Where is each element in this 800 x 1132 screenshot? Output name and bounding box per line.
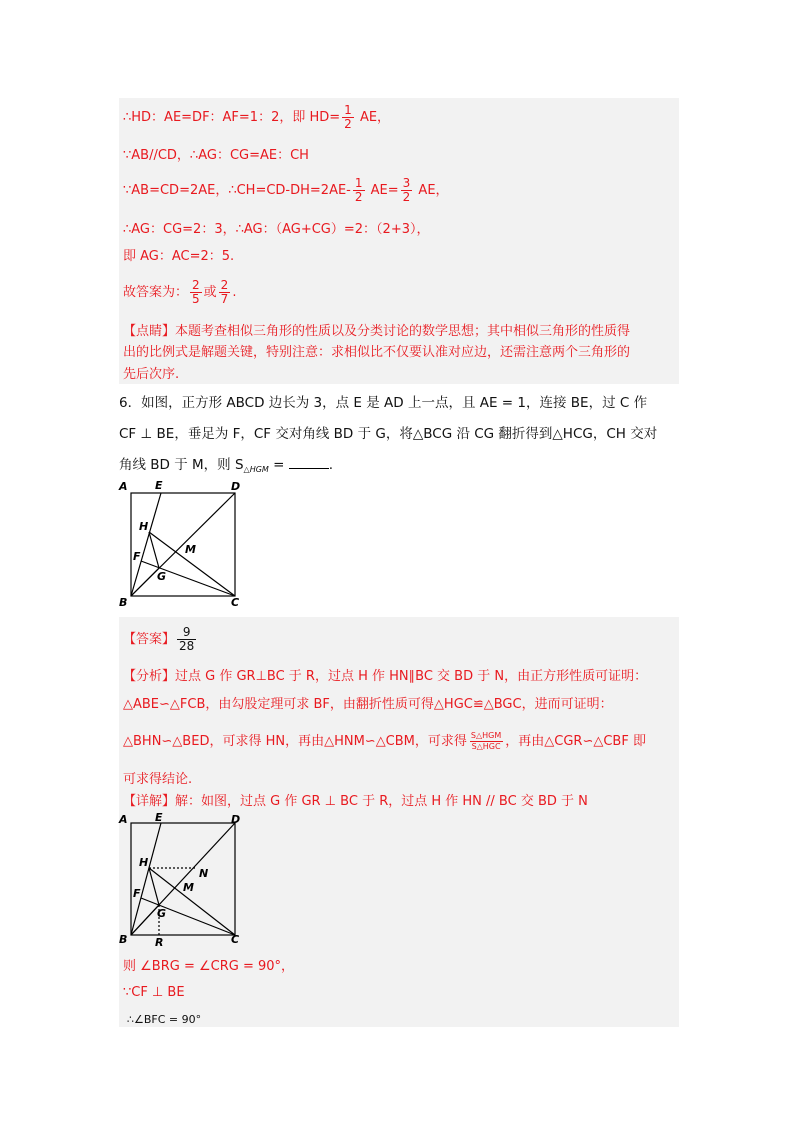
label-h: H: [139, 520, 149, 533]
sol5-line1: [123, 104, 390, 131]
label-a: A: [119, 813, 128, 826]
text: AE=: [366, 183, 399, 198]
sol5-line3: [123, 177, 449, 204]
fraction: [190, 279, 202, 306]
detail-line1: 【详解】解：如图，过点 G 作 GR ⊥ BC 于 R，过点 H 作 HN // BC 交 BD 于 N: [123, 794, 588, 809]
text: =: [268, 457, 289, 473]
fraction: [353, 177, 365, 204]
text: AE，: [355, 110, 391, 125]
label-e: E: [155, 813, 163, 824]
segment-cf: [141, 561, 235, 596]
segment-ch: [149, 532, 235, 596]
q6-line1: 6．如图，正方形 ABCD 边长为 3，点 E 是 AD 上一点，且 AE = 1，连接 BE，过 C 作: [119, 395, 648, 411]
label-b: B: [119, 933, 128, 946]
text: .: [328, 457, 334, 473]
segment-hg: [149, 532, 159, 568]
numerator: S△HGM: [470, 731, 502, 740]
review-line1: 【点睛】本题考查相似三角形的性质以及分类讨论的数学思想；其中相似三角形的性质得: [123, 324, 631, 339]
label-h: H: [139, 856, 149, 869]
segment-hg: [149, 868, 159, 905]
text: .: [232, 285, 237, 300]
label-g: G: [157, 907, 167, 920]
denominator: 28: [179, 639, 195, 653]
fraction: [219, 279, 231, 306]
label-d: D: [231, 813, 241, 826]
q6-line3: [119, 456, 333, 479]
text: 或: [203, 285, 217, 300]
analysis-line1: 【分析】过点 G 作 GR⊥BC 于 R，过点 H 作 HN∥BC 交 BD 于 N，由正方形性质可证明：: [123, 669, 648, 684]
denominator: 2: [344, 117, 352, 131]
numerator: 2: [220, 278, 229, 292]
numerator: 1: [354, 176, 363, 190]
review-line3: 先后次序.: [123, 367, 180, 382]
label-c: C: [231, 933, 240, 946]
text: △BHN∽△BED，可求得 HN，再由△HNM∽△CBM，可求得: [123, 734, 467, 749]
analysis-line2: △ABE∽△FCB，由勾股定理可求 BF，由翻折性质可得△HGC≌△BGC，进而可证明：: [123, 697, 613, 712]
denominator: 7: [220, 292, 229, 306]
text: 角线 BD 于 M，则 S: [119, 457, 244, 473]
label-f: F: [133, 887, 141, 900]
numerator: 3: [402, 176, 411, 190]
segment-cf: [141, 898, 235, 935]
label-b: B: [119, 596, 128, 609]
analysis-line3: [123, 731, 646, 752]
sol5-line4: ∴AG：CG=2：3，∴AG：（AG+CG）=2：（2+3），: [123, 222, 430, 237]
label-r: R: [155, 936, 164, 947]
label-e: E: [155, 479, 163, 492]
fraction: [342, 104, 354, 131]
solution-panel-5: [119, 98, 679, 384]
label-c: C: [231, 596, 240, 609]
detail-line3: ∵CF ⊥ BE: [123, 985, 185, 1000]
text: AE，: [414, 183, 449, 198]
text: ，再由△CGR∽△CBF 即: [505, 734, 646, 749]
text: 故答案为：: [123, 285, 189, 300]
sol5-line2: ∵AB//CD，∴AG：CG=AE：CH: [123, 148, 309, 163]
label-n: N: [199, 867, 209, 880]
label-d: D: [231, 480, 241, 493]
detail-line2: 则 ∠BRG = ∠CRG = 90°，: [123, 959, 295, 974]
label-g: G: [157, 570, 167, 583]
ratio-fraction: [469, 731, 503, 752]
label-a: A: [119, 480, 128, 493]
text: ∴HD：AE=DF：AF=1：2，即 HD=: [123, 110, 341, 125]
review-line2: 出的比例式是解题关键，特别注意：求相似比不仅要认准对应边，还需注意两个三角形的: [123, 345, 631, 360]
fraction: [401, 177, 413, 204]
sol5-line6: [123, 279, 236, 306]
detail-line4: ∴∠BFC = 90°: [127, 1013, 202, 1026]
denominator: 5: [192, 292, 200, 306]
label-m: M: [185, 543, 196, 556]
q6-line2: CF ⊥ BE，垂足为 F，CF 交对角线 BD 于 G，将△BCG 沿 CG 翻折得到△HCG，CH 交对: [119, 426, 658, 442]
numerator: 2: [192, 278, 200, 292]
text: ∵AB=CD=2AE，∴CH=CD-DH=2AE-: [123, 183, 351, 198]
analysis-line4: 可求得结论.: [123, 772, 193, 787]
geometry-figure-2: [117, 813, 247, 947]
denominator: S△HGC: [471, 742, 501, 751]
denominator: 2: [354, 190, 363, 204]
denominator: 2: [402, 190, 411, 204]
label-m: M: [183, 881, 194, 894]
numerator: 9: [182, 625, 191, 639]
label-f: F: [133, 550, 141, 563]
numerator: 1: [344, 103, 352, 117]
answer-label: 【答案】: [123, 632, 176, 647]
geometry-figure-1: [117, 478, 247, 610]
answer-blank[interactable]: [289, 456, 329, 469]
answer-line: [123, 626, 198, 653]
sol5-line5: 即 AG：AC=2：5.: [123, 249, 235, 264]
subscript: △HGM: [243, 465, 269, 474]
answer-fraction: [177, 626, 196, 653]
